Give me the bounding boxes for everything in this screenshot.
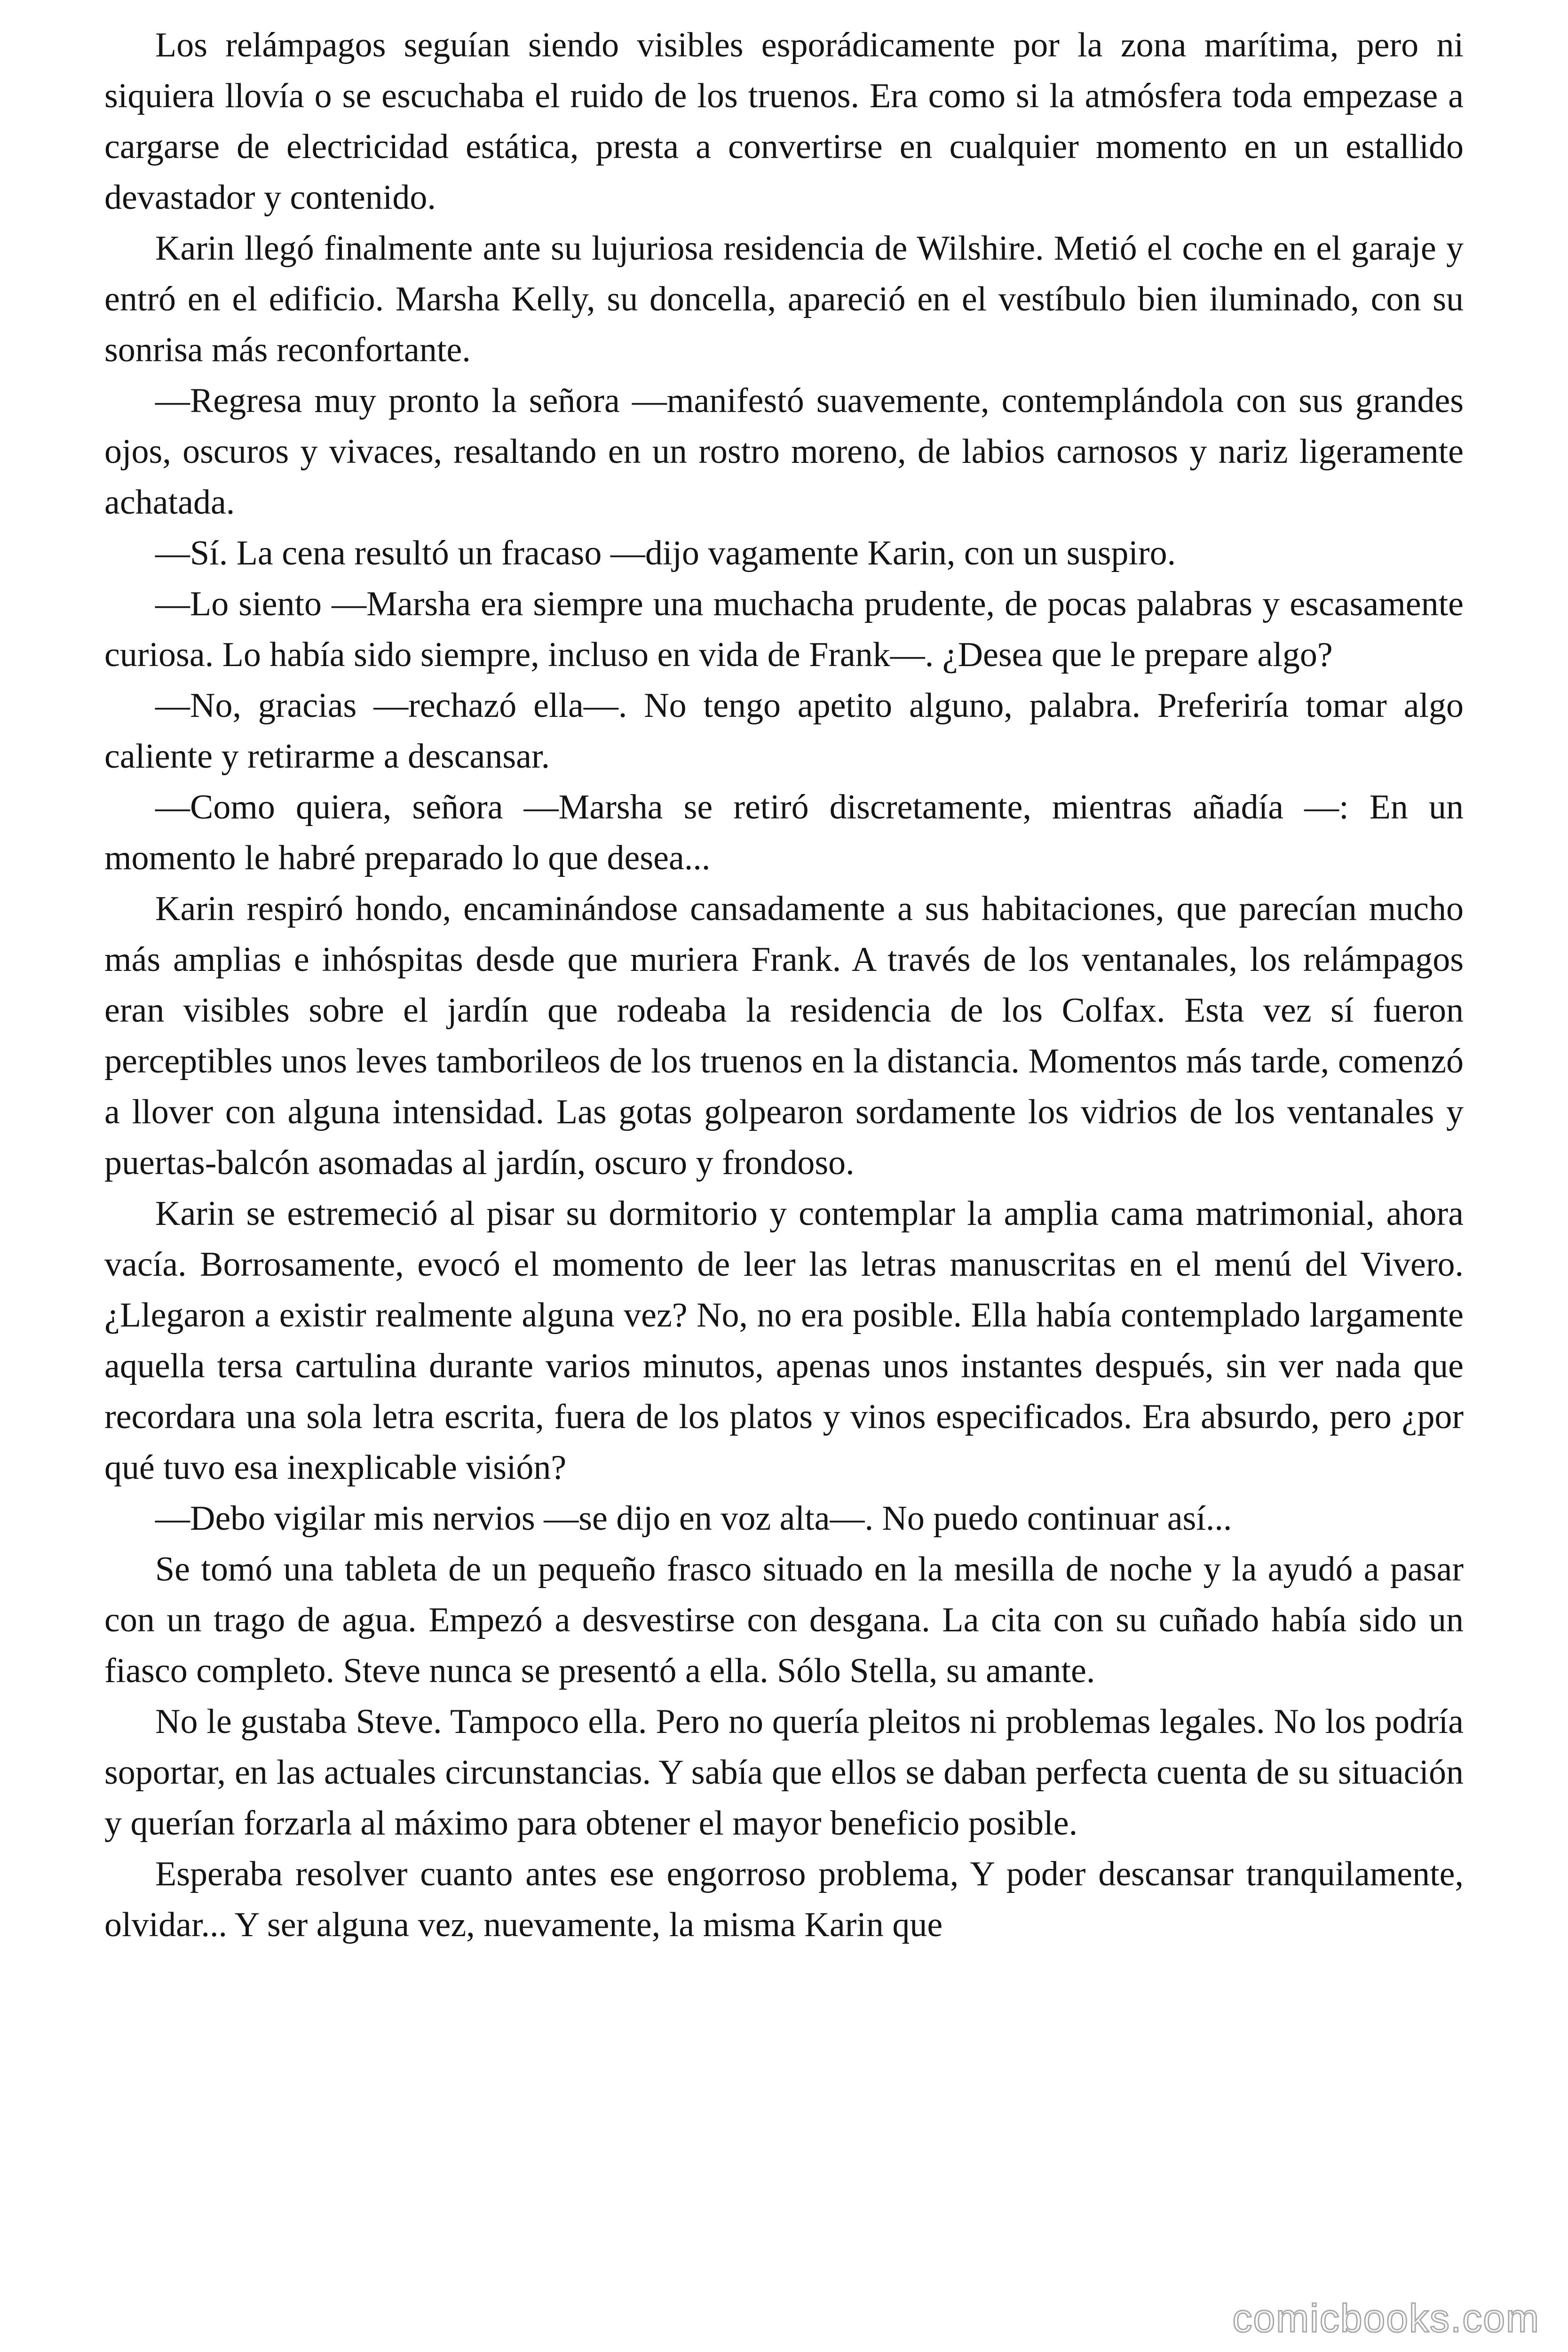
paragraph: —Regresa muy pronto la señora —manifestó suavemente, contemplándola con sus grandes ojos, oscuros y vivaces, resaltando en un rostro moreno, de labios carnosos y nariz ligeramente achatada. [104, 381, 1464, 522]
paragraph: No le gustaba Steve. Tampoco ella. Pero no quería pleitos ni problemas legales. No los podría soportar, en las actuales circunstancias. Y sabía que ellos se daban perfecta cuenta de su situación y querían forzarla al máximo para obtener el mayor beneficio posible. [104, 1702, 1464, 1843]
paragraph: —No, gracias —rechazó ella—. No tengo apetito alguno, palabra. Preferiría tomar algo caliente y retirarme a descansar. [104, 686, 1464, 776]
paragraph: Se tomó una tableta de un pequeño frasco situado en la mesilla de noche y la ayudó a pasar con un trago de agua. Empezó a desvestirse con desgana. La cita con su cuñado había sido un fiasco completo. Steve nunca se presentó a ella. Sólo Stella, su amante. [104, 1550, 1464, 1690]
paragraph: Los relámpagos seguían siendo visibles esporádicamente por la zona marítima, pero ni siquiera llovía o se escuchaba el ruido de los truenos. Era como si la atmósfera toda empezase a cargarse de electricidad estática, presta a convertirse en cualquier momento en un estallido devastador y contenido. [104, 26, 1464, 217]
paragraph: Karin se estremeció al pisar su dormitorio y contemplar la amplia cama matrimonial, ahora vacía. Borrosamente, evocó el momento de leer las letras manuscritas en el menú del Vivero. ¿Llegaron a existir realmente alguna vez? No, no era posible. Ella había contemplado largamente aquella tersa cartulina durante varios minutos, apenas unos instantes después, sin ver nada que recordara una sola letra escrita, fuera de los platos y vinos especificados. Era absurdo, pero ¿por qué tuvo esa inexplicable visión? [104, 1194, 1464, 1487]
paragraph: —Como quiera, señora —Marsha se retiró discretamente, mientras añadía —: En un momento le habré preparado lo que desea... [104, 788, 1464, 877]
paragraph: Esperaba resolver cuanto antes ese engorroso problema, Y poder descansar tranquilamente, olvidar... Y ser alguna vez, nuevamente, la misma Karin que [104, 1855, 1464, 1944]
paragraph: —Lo siento —Marsha era siempre una muchacha prudente, de pocas palabras y escasamente curiosa. Lo había sido siempre, incluso en vida de Frank—. ¿Desea que le prepare algo? [104, 585, 1464, 674]
paragraph: Karin llegó finalmente ante su lujuriosa residencia de Wilshire. Metió el coche en el garaje y entró en el edificio. Marsha Kelly, su doncella, apareció en el vestíbulo bien iluminado, con su sonrisa más reconfortante. [104, 229, 1464, 369]
page-text-column [104, 20, 1464, 2315]
paragraph: —Debo vigilar mis nervios —se dijo en voz alta—. No puedo continuar así... [155, 1499, 1232, 1538]
watermark-text: comicbooks.com [1232, 2296, 1540, 2340]
paragraph: —Sí. La cena resultó un fracaso —dijo vagamente Karin, con un suspiro. [155, 534, 1176, 572]
paragraph: Karin respiró hondo, encaminándose cansadamente a sus habitaciones, que parecían mucho más amplias e inhóspitas desde que muriera Frank. A través de los ventanales, los relámpagos eran visibles sobre el jardín que rodeaba la residencia de los Colfax. Esta vez sí fueron perceptibles unos leves tamborileos de los truenos en la distancia. Momentos más tarde, comenzó a llover con alguna intensidad. Las gotas golpearon sordamente los vidrios de los ventanales y puertas-balcón asomadas al jardín, oscuro y frondoso. [104, 890, 1464, 1182]
